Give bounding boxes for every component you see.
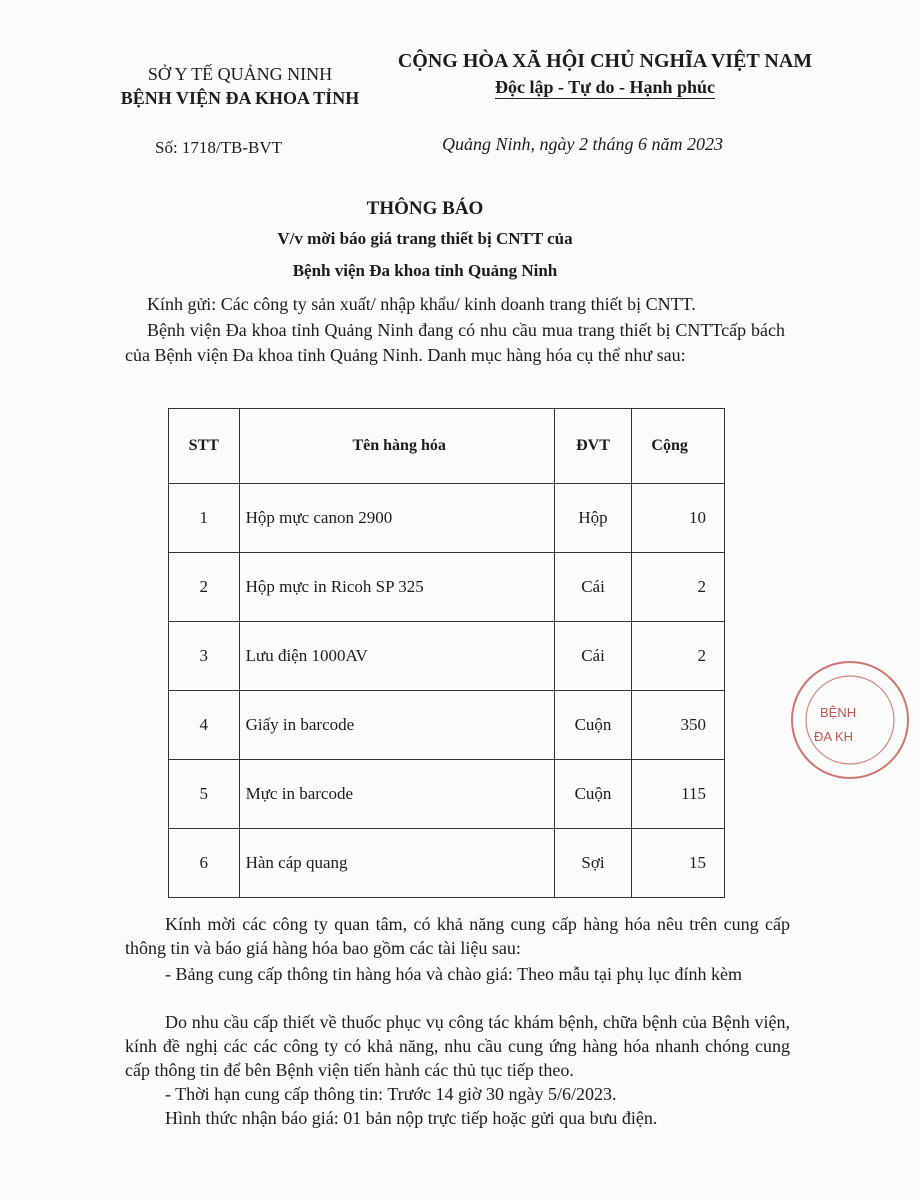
table-row: [169, 553, 725, 622]
hospital-stamp-icon: [790, 655, 920, 785]
table-row: [169, 829, 725, 898]
document-title: THÔNG BÁO: [366, 198, 484, 219]
submission-method: Hình thức nhận báo giá: 01 bản nộp trực tiếp hoặc gửi qua bưu điện.: [165, 1108, 658, 1128]
document-subject-line2: Bệnh viện Đa khoa tỉnh Quảng Ninh: [292, 261, 558, 280]
motto: Độc lập - Tự do - Hạnh phúc: [494, 77, 716, 97]
document-number: Số: 1718/TB-BVT: [155, 138, 283, 157]
table-header-row: [169, 409, 725, 484]
requirement-item: - Bảng cung cấp thông tin hàng hóa và chào giá: Theo mẫu tại phụ lục đính kèm: [165, 964, 743, 984]
row-unit: Cuộn: [554, 691, 632, 760]
stamp-text-line1: BỆNH: [820, 705, 857, 720]
org-department: SỞ Y TẾ QUẢNG NINH: [147, 64, 333, 84]
row-unit: Hộp: [554, 484, 632, 553]
row-quantity: 10: [632, 484, 725, 553]
nation-name: CỘNG HÒA XÃ HỘI CHỦ NGHĨA VIỆT NAM: [397, 50, 813, 72]
table-row: [169, 622, 725, 691]
urgency-paragraph: Do nhu cầu cấp thiết về thuốc phục vụ công tác khám bệnh, chữa bệnh của Bệnh viện, kính đề nghị các các công ty có khả năng, nhu cầu cung ứng hàng hóa nhanh chóng cung cấp thông tin để bên Bệnh viện tiến hành các thủ tục tiếp theo.: [125, 1012, 790, 1080]
place-and-date: Quảng Ninh, ngày 2 tháng 6 năm 2023: [442, 134, 723, 154]
row-item-name: Hộp mực in Ricoh SP 325: [239, 553, 554, 622]
deadline-item: - Thời hạn cung cấp thông tin: Trước 14 giờ 30 ngày 5/6/2023.: [165, 1084, 617, 1104]
row-unit: Cuộn: [554, 760, 632, 829]
row-quantity: 2: [632, 553, 725, 622]
row-quantity: 350: [632, 691, 725, 760]
table-row: [169, 484, 725, 553]
issuing-organization: [95, 62, 385, 110]
row-unit: Sợi: [554, 829, 632, 898]
header-stt: STT: [169, 409, 240, 484]
row-stt: 6: [169, 829, 240, 898]
row-item-name: Hàn cáp quang: [239, 829, 554, 898]
document-subject-line1: V/v mời báo giá trang thiết bị CNTT của: [277, 229, 573, 248]
table-row: [169, 691, 725, 760]
row-stt: 1: [169, 484, 240, 553]
row-stt: 5: [169, 760, 240, 829]
row-item-name: Lưu điện 1000AV: [239, 622, 554, 691]
intro-paragraph: Bệnh viện Đa khoa tỉnh Quảng Ninh đang có nhu cầu mua trang thiết bị CNTTcấp bách của Bệnh viện Đa khoa tỉnh Quảng Ninh. Danh mục hàng hóa cụ thể như sau:: [125, 320, 785, 365]
invitation-paragraph: Kính mời các công ty quan tâm, có khả năng cung cấp hàng hóa nêu trên cung cấp thông tin và báo giá hàng hóa bao gồm các tài liệu sau:: [125, 914, 790, 958]
row-item-name: Hộp mực canon 2900: [239, 484, 554, 553]
row-item-name: Mực in barcode: [239, 760, 554, 829]
national-motto: [385, 48, 825, 100]
header-unit: ĐVT: [554, 409, 632, 484]
row-quantity: 115: [632, 760, 725, 829]
row-quantity: 2: [632, 622, 725, 691]
row-quantity: 15: [632, 829, 725, 898]
table-row: [169, 760, 725, 829]
goods-table: [168, 408, 725, 898]
row-unit: Cái: [554, 553, 632, 622]
row-item-name: Giấy in barcode: [239, 691, 554, 760]
row-stt: 4: [169, 691, 240, 760]
header-item-name: Tên hàng hóa: [239, 409, 554, 484]
header-quantity: Cộng: [632, 409, 725, 484]
addressee: Kính gửi: Các công ty sản xuất/ nhập khẩu/ kinh doanh trang thiết bị CNTT.: [147, 294, 696, 314]
row-stt: 2: [169, 553, 240, 622]
org-hospital: BỆNH VIỆN ĐA KHOA TỈNH: [120, 88, 360, 108]
row-stt: 3: [169, 622, 240, 691]
row-unit: Cái: [554, 622, 632, 691]
stamp-text-line2: ĐA KH: [814, 729, 854, 744]
